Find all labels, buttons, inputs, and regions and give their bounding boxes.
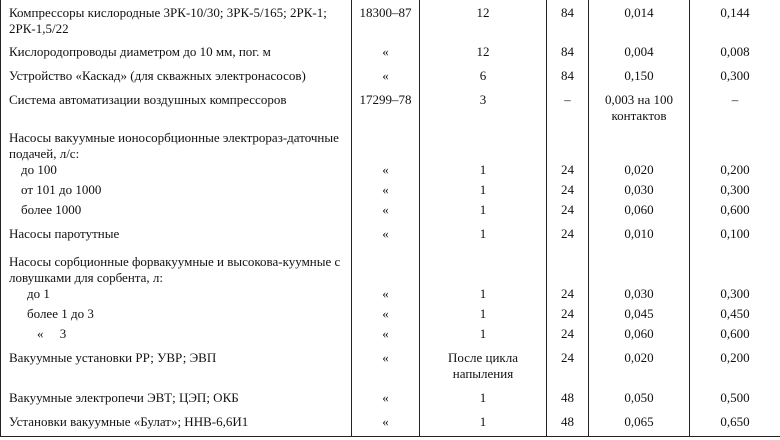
col5-value: 0,004 (589, 44, 690, 68)
col6-value (690, 130, 780, 162)
table-row (1, 0, 780, 44)
gost-number: « (352, 410, 420, 436)
col6-value: 0,450 (690, 306, 780, 326)
col5-value (589, 130, 690, 162)
col5-value: 0,045 (589, 306, 690, 326)
col6-value: 0,008 (690, 44, 780, 68)
equipment-name: Установки вакуумные «Булат»; ННВ-6,6И1 (1, 410, 352, 436)
col4-value: – (547, 92, 589, 130)
col3-value: После цикла напыления (420, 348, 547, 386)
col4-value: 24 (547, 202, 589, 226)
equipment-name: Система автоматизации воздушных компрессоров (1, 92, 352, 130)
col4-value: 24 (547, 306, 589, 326)
col3-value (420, 248, 547, 286)
gost-number: « (352, 68, 420, 92)
col4-value: 84 (547, 0, 589, 44)
col5-value: 0,003 на 100 контактов (589, 92, 690, 130)
equipment-name: « 3 (1, 326, 352, 348)
col3-value: 6 (420, 68, 547, 92)
col6-value (690, 248, 780, 286)
table-row (1, 386, 780, 410)
gost-number (352, 130, 420, 162)
col3-value: 1 (420, 162, 547, 182)
table-row (1, 202, 780, 226)
col3-value: 1 (420, 306, 547, 326)
table-row (1, 162, 780, 182)
col4-value (547, 130, 589, 162)
equipment-name: более 1 до 3 (1, 306, 352, 326)
col3-value: 3 (420, 92, 547, 130)
table-row (1, 248, 780, 286)
col3-value: 1 (420, 202, 547, 226)
col6-value: 0,500 (690, 386, 780, 410)
col5-value (589, 248, 690, 286)
col6-value: 0,600 (690, 326, 780, 348)
col4-value: 84 (547, 44, 589, 68)
col3-value: 12 (420, 44, 547, 68)
col4-value (547, 248, 589, 286)
equipment-name: Устройство «Каскад» (для скважных электронасосов) (1, 68, 352, 92)
equipment-name: от 101 до 1000 (1, 182, 352, 202)
table-row (1, 92, 780, 130)
col4-value: 48 (547, 386, 589, 410)
gost-number: « (352, 348, 420, 386)
col4-value: 24 (547, 286, 589, 306)
col5-value: 0,014 (589, 0, 690, 44)
col4-value: 24 (547, 182, 589, 202)
col4-value: 24 (547, 162, 589, 182)
col6-value: 0,144 (690, 0, 780, 44)
col6-value: 0,650 (690, 410, 780, 436)
equipment-name: до 1 (1, 286, 352, 306)
col5-value: 0,030 (589, 182, 690, 202)
col4-value: 24 (547, 348, 589, 386)
table-row (1, 326, 780, 348)
gost-number: « (352, 202, 420, 226)
col3-value: 1 (420, 286, 547, 306)
table-row (1, 286, 780, 306)
col4-value: 48 (547, 410, 589, 436)
gost-number: 17299–78 (352, 92, 420, 130)
table-row (1, 410, 780, 436)
col5-value: 0,060 (589, 326, 690, 348)
col5-value: 0,010 (589, 226, 690, 248)
gost-number: « (352, 44, 420, 68)
group-heading: Насосы сорбционные форвакуумные и высокова-куумные с ловушками для сорбента, л: (1, 248, 352, 286)
col5-value: 0,150 (589, 68, 690, 92)
table-row (1, 130, 780, 162)
gost-number: 18300–87 (352, 0, 420, 44)
col6-value: 0,300 (690, 182, 780, 202)
equipment-name: Вакуумные электропечи ЭВТ; ЦЭП; ОКБ (1, 386, 352, 410)
col6-value: 0,200 (690, 162, 780, 182)
equipment-name: Компрессоры кислородные 3РК-10/30; 3РК-5/165; 2РК-1; 2РК-1,5/22 (1, 0, 352, 44)
table-row (1, 44, 780, 68)
col3-value: 1 (420, 226, 547, 248)
equipment-name: Насосы паротутные (1, 226, 352, 248)
col5-value: 0,020 (589, 162, 690, 182)
col3-value: 1 (420, 326, 547, 348)
col4-value: 24 (547, 226, 589, 248)
col6-value: 0,600 (690, 202, 780, 226)
col3-value: 1 (420, 410, 547, 436)
equipment-name: Вакуумные установки РР; УВР; ЭВП (1, 348, 352, 386)
equipment-name: Кислородопроводы диаметром до 10 мм, пог. м (1, 44, 352, 68)
col6-value: 0,200 (690, 348, 780, 386)
col5-value: 0,030 (589, 286, 690, 306)
table-row (1, 182, 780, 202)
col6-value: 0,100 (690, 226, 780, 248)
table-row (1, 68, 780, 92)
col5-value: 0,020 (589, 348, 690, 386)
col3-value: 1 (420, 386, 547, 410)
equipment-name: более 1000 (1, 202, 352, 226)
gost-number (352, 248, 420, 286)
gost-number: « (352, 162, 420, 182)
col6-value: 0,300 (690, 286, 780, 306)
col3-value: 1 (420, 182, 547, 202)
table-row (1, 306, 780, 326)
gost-number: « (352, 286, 420, 306)
group-heading: Насосы вакуумные ионосорбционные электрораз-даточные подачей, л/с: (1, 130, 352, 162)
col3-value (420, 130, 547, 162)
table-row (1, 348, 780, 386)
col6-value: 0,300 (690, 68, 780, 92)
gost-number: « (352, 326, 420, 348)
col5-value: 0,050 (589, 386, 690, 410)
equipment-name: до 100 (1, 162, 352, 182)
gost-number: « (352, 386, 420, 410)
col4-value: 84 (547, 68, 589, 92)
col5-value: 0,065 (589, 410, 690, 436)
col3-value: 12 (420, 0, 547, 44)
gost-number: « (352, 306, 420, 326)
col4-value: 24 (547, 326, 589, 348)
gost-number: « (352, 182, 420, 202)
table-row (1, 226, 780, 248)
gost-number: « (352, 226, 420, 248)
col6-value: – (690, 92, 780, 130)
col5-value: 0,060 (589, 202, 690, 226)
